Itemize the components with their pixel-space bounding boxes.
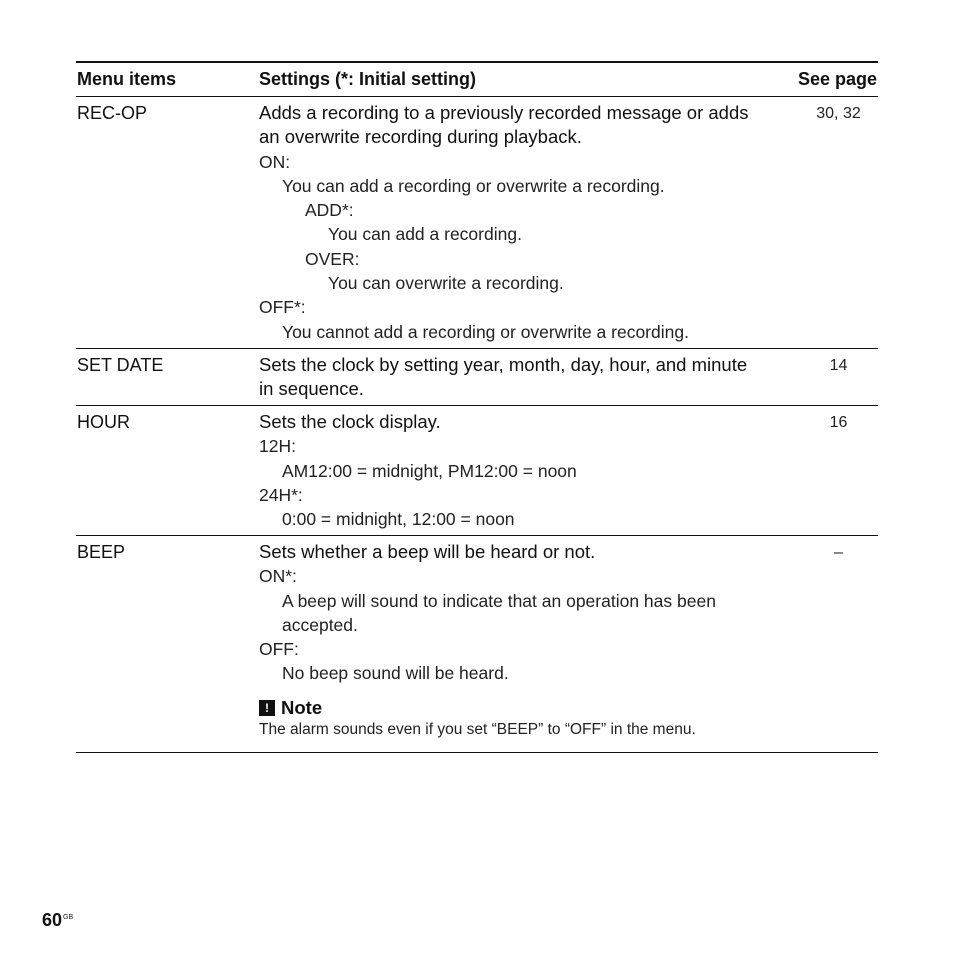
option-label: 24H*: (259, 484, 303, 505)
option-label: OFF: (259, 639, 299, 660)
menu-settings-table (76, 61, 878, 753)
note-title: Note (281, 696, 323, 718)
setting-description: in sequence. (259, 378, 364, 400)
see-page-value: – (834, 544, 843, 561)
sub-option-label: ADD*: (305, 200, 354, 221)
option-text: AM12:00 = midnight, PM12:00 = noon (282, 460, 577, 481)
table-header (76, 63, 878, 97)
option-text: You cannot add a recording or overwrite a recording. (282, 321, 689, 342)
setting-description: Sets whether a beep will be heard or not. (259, 541, 596, 562)
see-page-value: 16 (829, 414, 848, 431)
settings-cell (259, 406, 799, 535)
note-icon: ! (259, 700, 275, 716)
menu-item-name: SET DATE (77, 355, 164, 375)
note-text: The alarm sounds even if you set “BEEP” to “OFF” in the menu. (259, 720, 696, 738)
option-label: 12H: (259, 436, 296, 457)
table-row-set-date (76, 349, 878, 406)
table-row-hour (76, 406, 878, 536)
page-number-suffix: GB (63, 914, 74, 921)
menu-item-name: REC-OP (77, 103, 148, 123)
page-number-value: 60 (42, 910, 63, 930)
settings-cell (259, 97, 799, 348)
menu-item-name: HOUR (77, 412, 130, 432)
see-page-value: 14 (829, 357, 848, 374)
setting-description: Adds a recording to a previously recorded message or adds (259, 102, 749, 123)
settings-cell (259, 349, 799, 405)
option-text: You can add a recording or overwrite a recording. (282, 175, 665, 196)
option-label: OFF*: (259, 297, 306, 318)
setting-description: an overwrite recording during playback. (259, 126, 582, 148)
sub-option-label: OVER: (305, 248, 360, 269)
setting-description: Sets the clock by setting year, month, day, hour, and minute (259, 354, 748, 375)
option-text: accepted. (282, 614, 358, 635)
option-text: A beep will sound to indicate that an operation has been (282, 590, 716, 611)
see-page-value: 30, 32 (816, 105, 861, 122)
note-heading (259, 697, 799, 719)
option-label: ON: (259, 151, 291, 172)
settings-cell (259, 536, 799, 752)
table-row-rec-op (76, 97, 878, 349)
header-settings: Settings (*: Initial setting) (259, 69, 477, 89)
page-number (42, 910, 73, 931)
option-text: 0:00 = midnight, 12:00 = noon (282, 509, 515, 530)
option-text: No beep sound will be heard. (282, 663, 509, 684)
setting-description: Sets the clock display. (259, 411, 441, 432)
menu-item-name: BEEP (77, 542, 126, 562)
header-menu-items: Menu items (77, 69, 177, 89)
header-see-page: See page (797, 69, 877, 89)
sub-option-text: You can add a recording. (328, 224, 522, 245)
option-label: ON*: (259, 566, 297, 587)
sub-option-text: You can overwrite a recording. (328, 273, 564, 294)
table-row-beep (76, 536, 878, 753)
